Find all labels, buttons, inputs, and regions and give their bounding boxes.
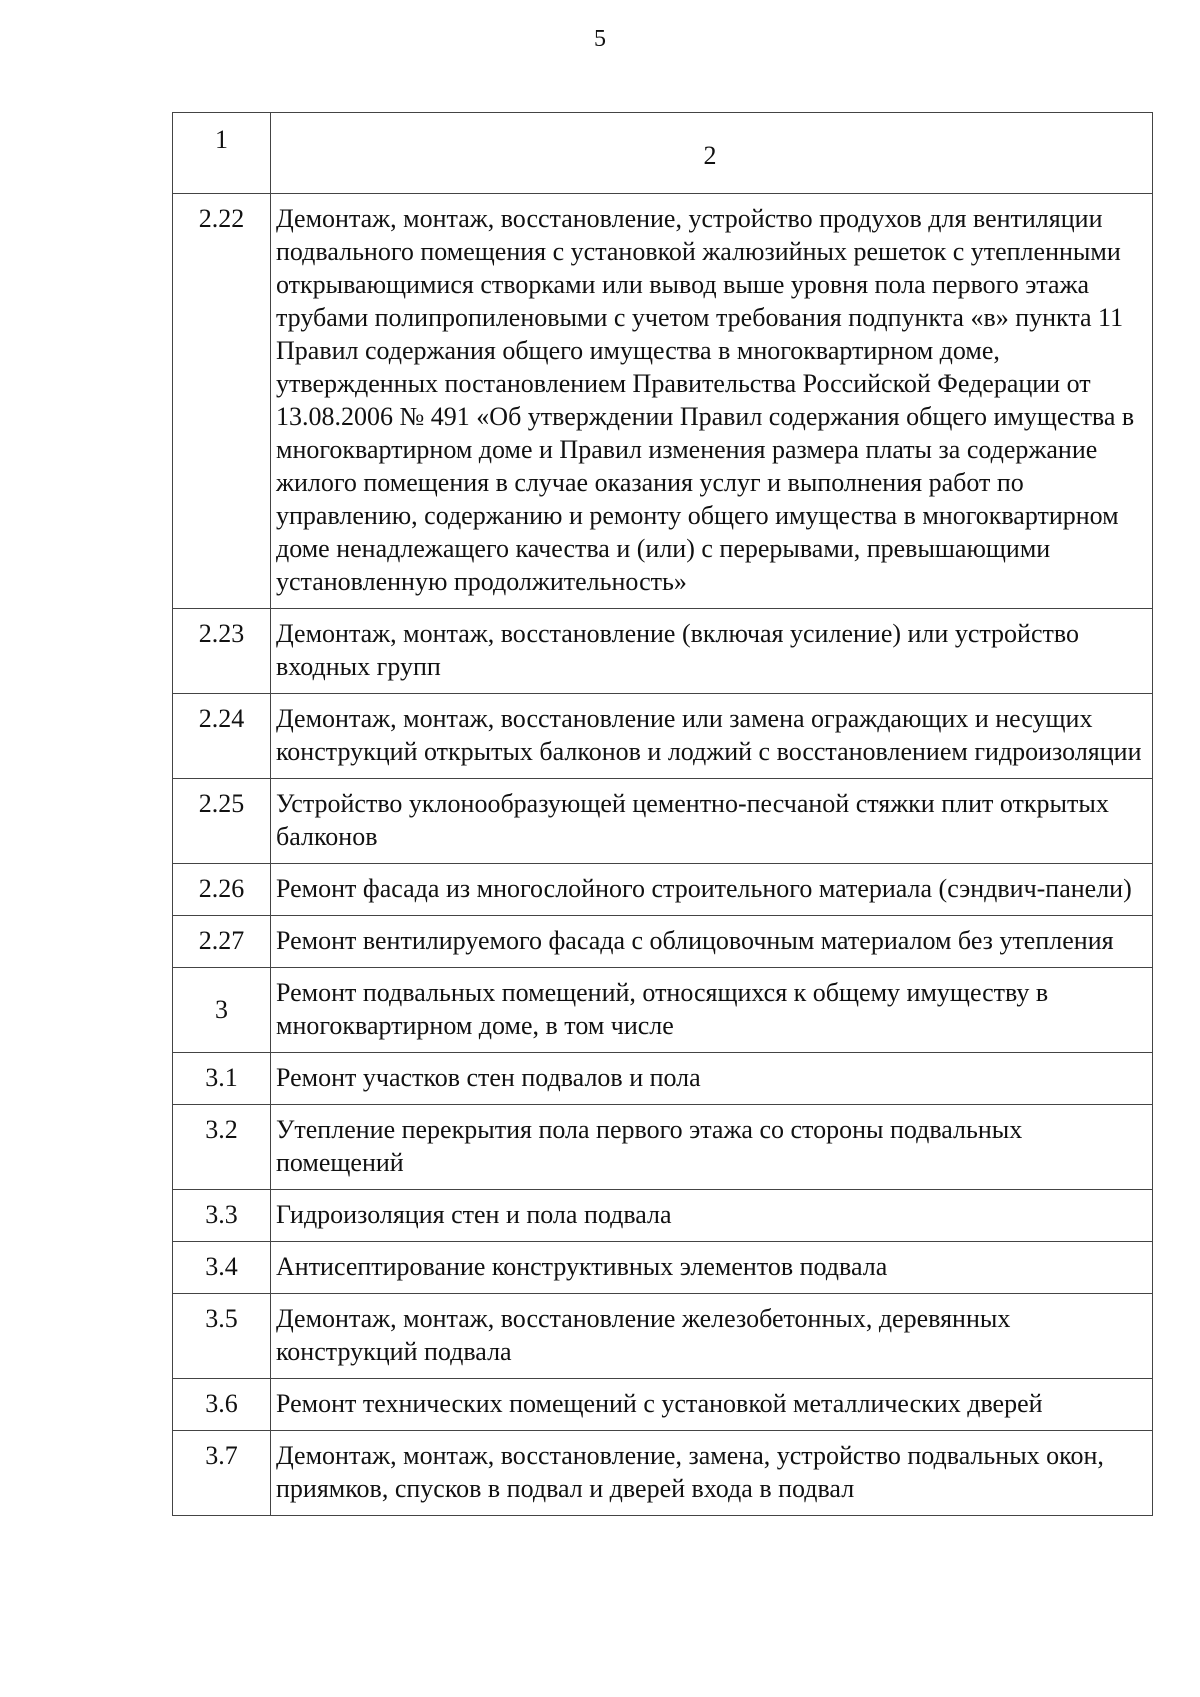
table-row (173, 779, 1153, 864)
page-number: 5 (594, 26, 606, 52)
row-description: Демонтаж, монтаж, восстановление (включая усиление) или устройство входных групп (271, 609, 1153, 694)
row-number: 3.6 (173, 1379, 271, 1431)
row-description: Демонтаж, монтаж, восстановление железобетонных, деревянных конструкций подвала (271, 1294, 1153, 1379)
row-description: Ремонт фасада из многослойного строительного материала (сэндвич-панели) (271, 864, 1153, 916)
row-number: 3.1 (173, 1053, 271, 1105)
table-row (173, 864, 1153, 916)
header-cell-number: 1 (173, 113, 271, 194)
table-row (173, 694, 1153, 779)
section-description: Ремонт подвальных помещений, относящихся к общему имуществу в многоквартирном доме, в том числе (271, 968, 1153, 1053)
table-row (173, 609, 1153, 694)
table-row-section (173, 968, 1153, 1053)
section-number: 3 (173, 968, 271, 1053)
table-row (173, 194, 1153, 609)
row-number: 3.4 (173, 1242, 271, 1294)
row-number: 2.27 (173, 916, 271, 968)
row-number: 2.22 (173, 194, 271, 609)
table-row (173, 1379, 1153, 1431)
row-description: Утепление перекрытия пола первого этажа со стороны подвальных помещений (271, 1105, 1153, 1190)
row-description: Устройство уклонообразующей цементно-песчаной стяжки плит открытых балконов (271, 779, 1153, 864)
row-number: 2.26 (173, 864, 271, 916)
table-row (173, 916, 1153, 968)
table-row (173, 1190, 1153, 1242)
row-number: 2.25 (173, 779, 271, 864)
table-row (173, 1053, 1153, 1105)
row-description: Антисептирование конструктивных элементов подвала (271, 1242, 1153, 1294)
table-row (173, 1431, 1153, 1516)
row-number: 3.3 (173, 1190, 271, 1242)
table-row (173, 1294, 1153, 1379)
table-row (173, 1242, 1153, 1294)
row-description: Демонтаж, монтаж, восстановление или замена ограждающих и несущих конструкций открытых балконов и лоджий с восстановлением гидроизоляции (271, 694, 1153, 779)
row-description: Ремонт технических помещений с установкой металлических дверей (271, 1379, 1153, 1431)
row-description: Ремонт вентилируемого фасада с облицовочным материалом без утепления (271, 916, 1153, 968)
row-description: Гидроизоляция стен и пола подвала (271, 1190, 1153, 1242)
row-description: Демонтаж, монтаж, восстановление, замена, устройство подвальных окон, приямков, спусков в подвал и дверей входа в подвал (271, 1431, 1153, 1516)
row-number: 3.5 (173, 1294, 271, 1379)
table-row (173, 1105, 1153, 1190)
row-number: 2.24 (173, 694, 271, 779)
row-description: Демонтаж, монтаж, восстановление, устройство продухов для вентиляции подвального помещения с установкой жалюзийных решеток с утепленными открывающимися створками или вывод выше уровня пола первого этажа трубами полипропиленовыми с учетом требования подпункта «в» пункта 11 Правил содержания общего имущества в многоквартирном доме, утвержденных постановлением Правительства Российской Федерации от 13.08.2006 № 491 «Об утверждении Правил содержания общего имущества в многоквартирном доме и Правил изменения размера платы за содержание жилого помещения в случае оказания услуг и выполнения работ по управлению, содержанию и ремонту общего имущества в многоквартирном доме ненадлежащего качества и (или) с перерывами, превышающими установленную продолжительность» (271, 194, 1153, 609)
row-number: 2.23 (173, 609, 271, 694)
row-number: 3.2 (173, 1105, 271, 1190)
table-header-row (173, 113, 1153, 194)
row-description: Ремонт участков стен подвалов и пола (271, 1053, 1153, 1105)
header-cell-description: 2 (271, 113, 1153, 194)
works-table (172, 112, 1153, 1516)
row-number: 3.7 (173, 1431, 271, 1516)
